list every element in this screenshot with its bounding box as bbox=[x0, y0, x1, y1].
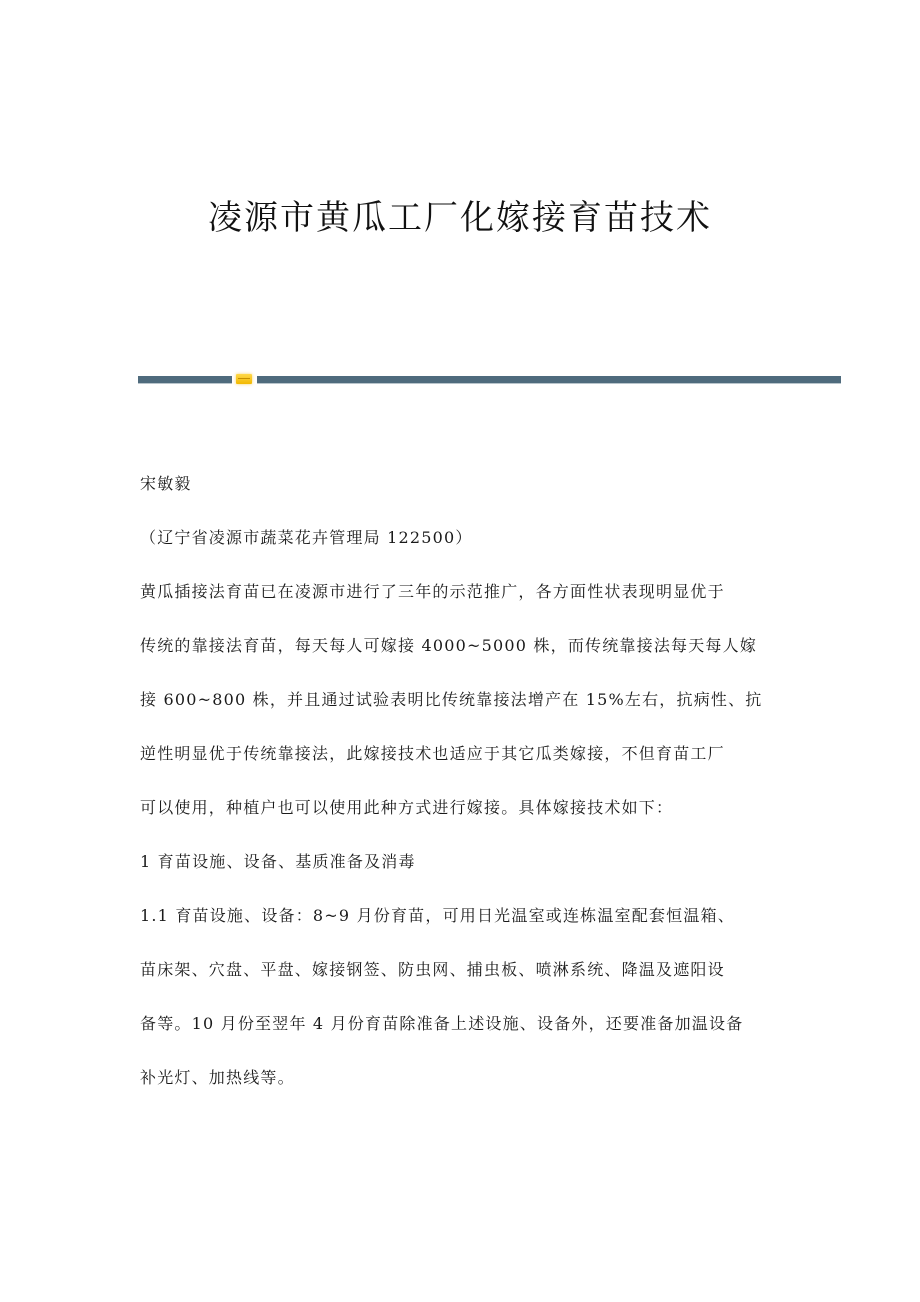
author-affiliation: （辽宁省凌源市蔬菜花卉管理局 122500） bbox=[140, 528, 473, 547]
author-name: 宋敏毅 bbox=[140, 474, 192, 493]
paragraph-line: 备等。10 月份至翌年 4 月份育苗除准备上述设施、设备外，还要准备加温设备 bbox=[140, 1014, 744, 1033]
divider-ornament-icon bbox=[236, 374, 252, 384]
paragraph-line: 苗床架、穴盘、平盘、嫁接钢签、防虫网、捕虫板、喷淋系统、降温及遮阳设 bbox=[140, 960, 725, 979]
document-title: 凌源市黄瓜工厂化嫁接育苗技术 bbox=[208, 198, 712, 238]
title-divider bbox=[138, 374, 841, 386]
paragraph-line: 补光灯、加热线等。 bbox=[140, 1068, 295, 1087]
paragraph-line: 黄瓜插接法育苗已在凌源市进行了三年的示范推广，各方面性状表现明显优于 bbox=[140, 582, 725, 601]
paragraph-line: 接 600~800 株，并且通过试验表明比传统靠接法增产在 15%左右，抗病性、抗 bbox=[140, 690, 763, 709]
paragraph-line: 1.1 育苗设施、设备：8~9 月份育苗，可用日光温室或连栋温室配套恒温箱、 bbox=[140, 906, 735, 925]
section-1-heading: 1 育苗设施、设备、基质准备及消毒 bbox=[140, 852, 416, 871]
document-body bbox=[140, 470, 780, 1118]
paragraph-line: 逆性明显优于传统靠接法，此嫁接技术也适应于其它瓜类嫁接，不但育苗工厂 bbox=[140, 744, 725, 763]
intro-paragraph bbox=[140, 578, 780, 821]
divider-bar-right bbox=[257, 376, 841, 383]
section-1-1-paragraph bbox=[140, 902, 780, 1091]
paragraph-line: 可以使用，种植户也可以使用此种方式进行嫁接。具体嫁接技术如下： bbox=[140, 798, 674, 817]
paragraph-line: 传统的靠接法育苗，每天每人可嫁接 4000~5000 株，而传统靠接法每天每人嫁 bbox=[140, 636, 758, 655]
divider-bar-left bbox=[138, 376, 232, 383]
